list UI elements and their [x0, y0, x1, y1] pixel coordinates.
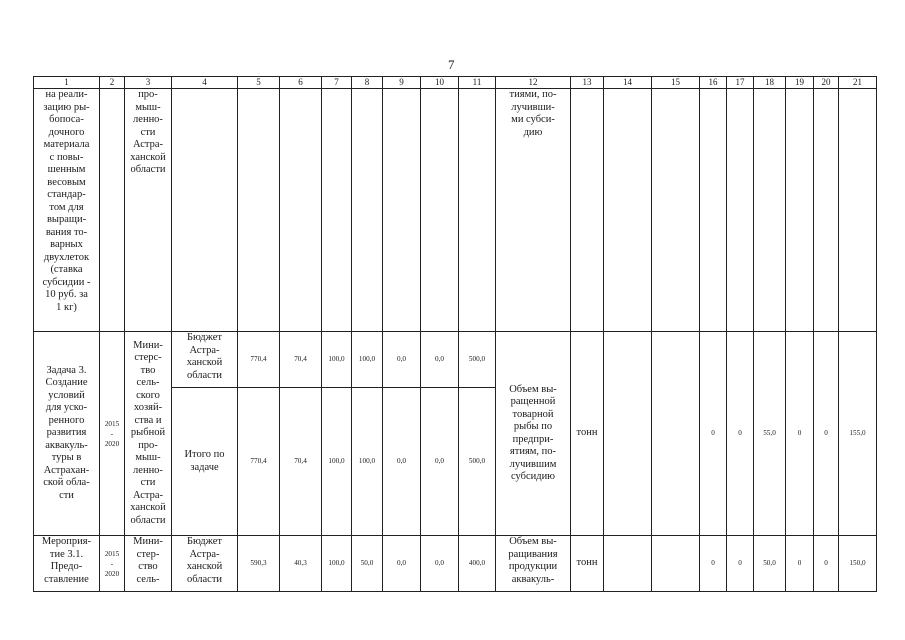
value-cell: 0,0 — [421, 332, 459, 388]
value-cell: 0,0 — [421, 536, 459, 592]
col-header: 5 — [238, 77, 280, 89]
value-cell: 0,0 — [383, 536, 421, 592]
value-cell: 0 — [727, 332, 754, 536]
value-cell: 100,0 — [322, 536, 352, 592]
funding-source-cell: Итого по задаче — [172, 388, 238, 536]
unit-cell — [571, 89, 604, 332]
value-cell — [839, 89, 877, 332]
value-cell: 0 — [700, 332, 727, 536]
col-header: 1 — [34, 77, 100, 89]
value-cell: 770,4 — [238, 388, 280, 536]
col-header: 6 — [280, 77, 322, 89]
measure-description: на реали- зацию ры- бопоса- дочного материала с повы- шенным весовым стандар- том для выращи- вания то- варных двухлеток (ставка субсидии - 10 руб. за 1 кг) — [34, 89, 100, 332]
value-cell: 0,0 — [383, 332, 421, 388]
executor-cell: про- мыш- ленно- сти Астра- ханской области — [125, 89, 172, 332]
value-cell — [459, 89, 496, 332]
value-cell — [383, 89, 421, 332]
value-cell: 50,0 — [754, 536, 786, 592]
value-cell: 40,3 — [280, 536, 322, 592]
value-cell: 0,0 — [421, 388, 459, 536]
value-cell — [604, 332, 652, 536]
value-cell — [604, 89, 652, 332]
col-header: 2 — [100, 77, 125, 89]
value-cell — [700, 89, 727, 332]
col-header: 21 — [839, 77, 877, 89]
value-cell: 0 — [700, 536, 727, 592]
col-header: 8 — [352, 77, 383, 89]
value-cell: 100,0 — [352, 388, 383, 536]
program-table — [33, 76, 877, 592]
value-cell — [280, 89, 322, 332]
col-header: 14 — [604, 77, 652, 89]
executor-cell: Мини- стер- ство сель- — [125, 536, 172, 592]
value-cell: 770,4 — [238, 332, 280, 388]
value-cell: 0,0 — [383, 388, 421, 536]
value-cell — [814, 89, 839, 332]
value-cell: 100,0 — [352, 332, 383, 388]
col-header: 11 — [459, 77, 496, 89]
value-cell: 0 — [727, 536, 754, 592]
value-cell — [786, 89, 814, 332]
value-cell — [421, 89, 459, 332]
value-cell: 0 — [814, 332, 839, 536]
value-cell — [727, 89, 754, 332]
executor-cell: Мини- стерс- тво сель- ского хозяй- ства и рыбной про- мыш- ленно- сти Астра- ханской области — [125, 332, 172, 536]
value-cell: 500,0 — [459, 388, 496, 536]
value-cell — [652, 536, 700, 592]
indicator-cell: Объем вы- ращивания продукции аквакуль- — [496, 536, 571, 592]
value-cell: 55,0 — [754, 332, 786, 536]
year-from: 2015 — [104, 419, 120, 428]
unit-cell: тонн — [571, 536, 604, 592]
value-cell: 50,0 — [352, 536, 383, 592]
event31-row — [34, 536, 877, 592]
col-header: 10 — [421, 77, 459, 89]
col-header: 17 — [727, 77, 754, 89]
col-header: 9 — [383, 77, 421, 89]
col-header: 18 — [754, 77, 786, 89]
value-cell: 155,0 — [839, 332, 877, 536]
value-cell — [754, 89, 786, 332]
col-header: 4 — [172, 77, 238, 89]
value-cell: 150,0 — [839, 536, 877, 592]
value-cell: 100,0 — [322, 332, 352, 388]
continuation-row — [34, 89, 877, 332]
col-header: 7 — [322, 77, 352, 89]
value-cell — [604, 536, 652, 592]
period-cell — [100, 536, 125, 592]
funding-source-cell — [172, 89, 238, 332]
page-number: 7 — [448, 57, 455, 72]
value-cell: 0 — [814, 536, 839, 592]
col-header: 15 — [652, 77, 700, 89]
funding-source-cell: Бюджет Астра- ханской области — [172, 536, 238, 592]
year-to: 2020 — [104, 439, 120, 448]
event-title: Мероприя- тие 3.1. Предо- ставление — [34, 536, 100, 592]
year-to: 2020 — [104, 569, 120, 578]
year-sep: - — [110, 559, 114, 568]
unit-cell: тонн — [571, 332, 604, 536]
task-title: Задача 3. Создание условий для уско- ренного развития аквакуль- туры в Астрахан- ской обла- сти — [34, 332, 100, 536]
period-cell — [100, 89, 125, 332]
col-header: 13 — [571, 77, 604, 89]
value-cell: 100,0 — [322, 388, 352, 536]
col-header: 12 — [496, 77, 571, 89]
value-cell — [322, 89, 352, 332]
value-cell — [238, 89, 280, 332]
value-cell — [352, 89, 383, 332]
value-cell: 590,3 — [238, 536, 280, 592]
value-cell: 500,0 — [459, 332, 496, 388]
col-header: 16 — [700, 77, 727, 89]
value-cell — [652, 89, 700, 332]
year-sep: - — [110, 429, 114, 438]
column-number-row — [34, 77, 877, 89]
year-from: 2015 — [104, 549, 120, 558]
value-cell: 70,4 — [280, 332, 322, 388]
funding-source-cell: Бюджет Астра- ханской области — [172, 332, 238, 388]
value-cell: 70,4 — [280, 388, 322, 536]
value-cell: 0 — [786, 536, 814, 592]
col-header: 20 — [814, 77, 839, 89]
indicator-cell: тиями, по- лучивши- ми субси- дию — [496, 89, 571, 332]
value-cell — [652, 332, 700, 536]
task3-budget-row — [34, 332, 877, 388]
value-cell: 400,0 — [459, 536, 496, 592]
col-header: 19 — [786, 77, 814, 89]
value-cell: 0 — [786, 332, 814, 536]
indicator-cell: Объем вы- ращенной товарной рыбы по предпри- ятиям, по- лучившим субсидию — [496, 332, 571, 536]
col-header: 3 — [125, 77, 172, 89]
period-cell — [100, 332, 125, 536]
